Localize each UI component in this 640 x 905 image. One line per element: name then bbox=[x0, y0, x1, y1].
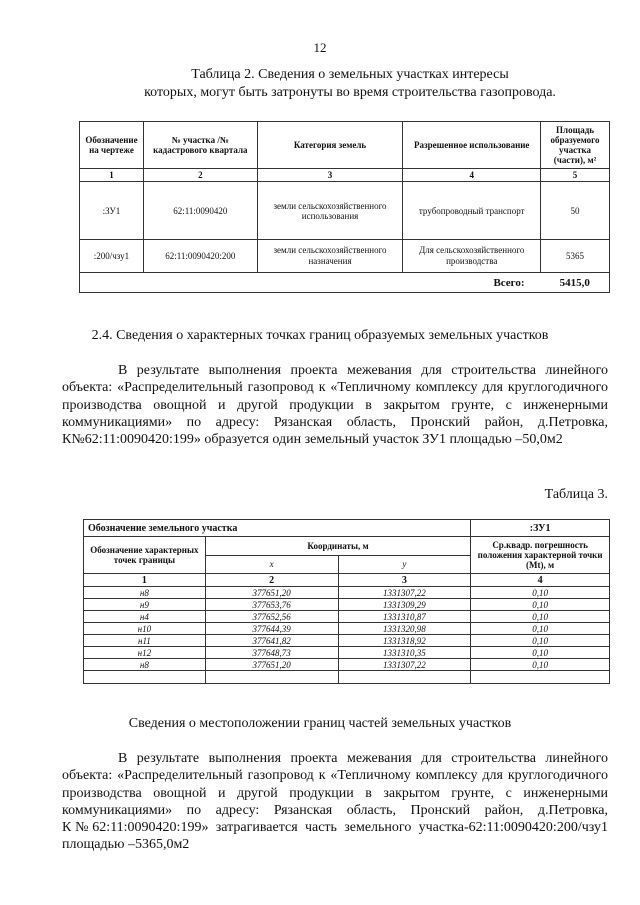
cell-error: 0,10 bbox=[471, 647, 610, 659]
cell-point: н4 bbox=[84, 611, 206, 623]
cell-point: н12 bbox=[84, 647, 206, 659]
col-number: 4 bbox=[403, 169, 541, 182]
empty-row bbox=[84, 671, 610, 684]
cell-designation: :ЗУ1 bbox=[80, 182, 144, 240]
cell-area: 5365 bbox=[541, 240, 610, 273]
plot-label: Обозначение земельного участка bbox=[84, 520, 471, 537]
col-header-permitted-use: Разрешенное использование bbox=[403, 122, 541, 169]
col-number: 2 bbox=[143, 169, 257, 182]
cell-error: 0,10 bbox=[471, 623, 610, 635]
col-header-y: y bbox=[338, 555, 471, 574]
cell-error: 0,10 bbox=[471, 659, 610, 671]
col-header-points: Обозначение характерных точек границы bbox=[84, 537, 206, 574]
cell-y: 1331310,35 bbox=[338, 647, 471, 659]
empty-cell bbox=[84, 671, 206, 684]
paragraph-formation-text: В результате выполнения проекта межевания для строительства линейного объекта: «Распределительный газопровод к «Тепличному комплексу для круглогодичного производства овощной и другой продукции в закрытом грунте, с инженерными коммуникациями» по адресу: Рязанская область, Пронский район, д.Петровка, К№62:11:0090420:199» образуется один земельный участок ЗУ1 площадью –50,0м2 bbox=[62, 363, 608, 448]
cell-error: 0,10 bbox=[471, 599, 610, 611]
empty-cell bbox=[205, 671, 338, 684]
cell-y: 1331320,98 bbox=[338, 623, 471, 635]
cell-point: н9 bbox=[84, 599, 206, 611]
cell-category: земли сельскохозяйственного назначения bbox=[257, 240, 403, 273]
table-row bbox=[80, 182, 610, 240]
col-header-error: Ср.квадр. погрешность положения характерной точки (Mt), м bbox=[471, 537, 610, 574]
cell-point: н8 bbox=[84, 659, 206, 671]
paragraph-parts-text: В результате выполнения проекта межевания для строительства линейного объекта: «Распределительный газопровод к «Тепличному комплексу для круглогодичного производства овощной и другой продукции в закрытом грунте, с инженерными коммуникациями» по адресу: Рязанская область, Пронский район, д.Петровка, К№62:11:0090420:199» затрагивается часть земельного участка-62:11:0090420:200/чзу1 площадью –5365,0м2 bbox=[62, 751, 608, 853]
table-row bbox=[84, 599, 610, 611]
coordinates-table bbox=[83, 519, 610, 684]
cell-point: н8 bbox=[84, 587, 206, 599]
col-header-category: Категория земель bbox=[257, 122, 403, 169]
col-number: 4 bbox=[471, 574, 610, 587]
cell-y: 1331307,22 bbox=[338, 659, 471, 671]
cell-y: 1331310,87 bbox=[338, 611, 471, 623]
section-heading-points: 2.4. Сведения о характерных точках границ образуемых земельных участков bbox=[91, 328, 549, 343]
empty-cell bbox=[338, 671, 471, 684]
total-row bbox=[80, 273, 610, 293]
section-heading-parts: Сведения о местоположении границ частей земельных участков bbox=[128, 716, 512, 731]
cell-point: н11 bbox=[84, 635, 206, 647]
total-label: Всего: bbox=[80, 273, 541, 293]
cell-x: 377651,20 bbox=[205, 587, 338, 599]
cell-y: 1331309,29 bbox=[338, 599, 471, 611]
cell-x: 377653,76 bbox=[205, 599, 338, 611]
col-number: 3 bbox=[257, 169, 403, 182]
col-header-plot-number: № участка /№ кадастрового квартала bbox=[143, 122, 257, 169]
cell-plot-number: 62:11:0090420:200 bbox=[143, 240, 257, 273]
table2-caption-line1: Таблица 2. Сведения о земельных участках интересы bbox=[191, 67, 509, 82]
plot-value: :ЗУ1 bbox=[471, 520, 610, 537]
page-number: 12 bbox=[313, 40, 327, 55]
cell-plot-number: 62:11:0090420 bbox=[143, 182, 257, 240]
table-row bbox=[84, 587, 610, 599]
cell-x: 377644,39 bbox=[205, 623, 338, 635]
cell-area: 50 bbox=[541, 182, 610, 240]
table2-caption-line2: которых, могут быть затронуты во время строительства газопровода. bbox=[144, 85, 556, 100]
col-number: 1 bbox=[84, 574, 206, 587]
col-number: 3 bbox=[338, 574, 471, 587]
total-value: 5415,0 bbox=[541, 273, 610, 293]
table-row bbox=[84, 635, 610, 647]
col-number: 2 bbox=[205, 574, 338, 587]
cell-x: 377652,56 bbox=[205, 611, 338, 623]
cell-designation: :200/чзу1 bbox=[80, 240, 144, 273]
col-header-x: x bbox=[205, 555, 338, 574]
table-row bbox=[84, 647, 610, 659]
col-header-area: Площадь образуемого участка (части), м² bbox=[541, 122, 610, 169]
cell-permitted-use: Для сельскохозяйственного производства bbox=[403, 240, 541, 273]
col-header-designation: Обозначение на чертеже bbox=[80, 122, 144, 169]
cell-category: земли сельскохозяйственного использования bbox=[257, 182, 403, 240]
cell-error: 0,10 bbox=[471, 587, 610, 599]
cell-x: 377648,73 bbox=[205, 647, 338, 659]
col-number: 1 bbox=[80, 169, 144, 182]
table-row bbox=[84, 611, 610, 623]
cell-error: 0,10 bbox=[471, 635, 610, 647]
col-header-coordinates: Координаты, м bbox=[205, 537, 470, 556]
empty-cell bbox=[471, 671, 610, 684]
cell-point: н10 bbox=[84, 623, 206, 635]
table-row bbox=[80, 240, 610, 273]
table-row bbox=[84, 623, 610, 635]
table-row bbox=[84, 659, 610, 671]
cell-x: 377641,82 bbox=[205, 635, 338, 647]
paragraph-parts bbox=[62, 750, 608, 854]
col-number: 5 bbox=[541, 169, 610, 182]
table3-caption: Таблица 3. bbox=[544, 487, 608, 502]
land-plots-table bbox=[79, 121, 610, 293]
cell-permitted-use: трубопроводный транспорт bbox=[403, 182, 541, 240]
paragraph-formation bbox=[62, 362, 608, 448]
cell-x: 377651,20 bbox=[205, 659, 338, 671]
cell-y: 1331307,22 bbox=[338, 587, 471, 599]
cell-error: 0,10 bbox=[471, 611, 610, 623]
cell-y: 1331318,92 bbox=[338, 635, 471, 647]
